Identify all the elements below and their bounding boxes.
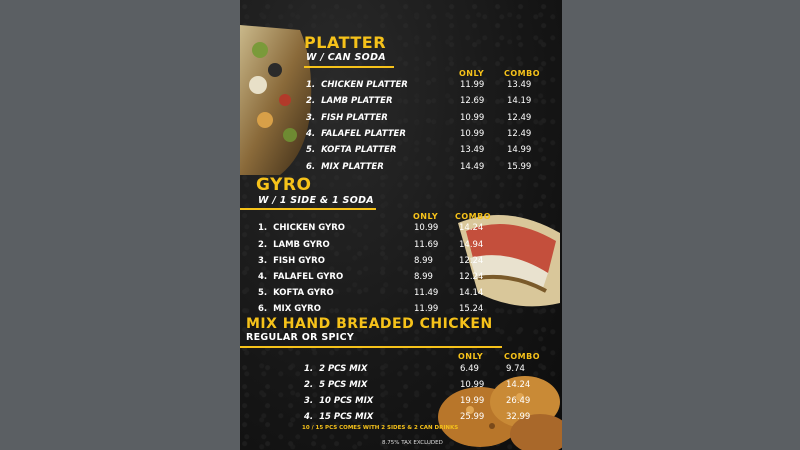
price-only: 19.99 [460, 396, 485, 406]
price-combo: 32.99 [506, 412, 531, 422]
list-item: 6. MIX GYRO [258, 304, 321, 314]
list-item: 3. 10 PCS MIX [304, 396, 374, 406]
chicken-underline [240, 346, 502, 348]
tax-note: 8.75% TAX EXCLUDED [382, 440, 443, 446]
list-item: 2. LAMB PLATTER [306, 96, 393, 106]
platter-header-only: ONLY [459, 69, 485, 78]
chicken-subtitle: REGULAR OR SPICY [246, 332, 355, 343]
list-item: 1. 2 PCS MIX [304, 364, 368, 374]
price-combo: 15.24 [459, 304, 484, 314]
price-only: 10.99 [460, 113, 485, 123]
price-combo: 26.49 [506, 396, 531, 406]
price-only: 11.99 [414, 304, 439, 314]
gyro-title: GYRO [256, 175, 312, 195]
price-only: 25.99 [460, 412, 485, 422]
price-combo: 12.24 [459, 256, 484, 266]
price-only: 10.99 [460, 129, 485, 139]
chicken-title: MIX HAND BREADED CHICKEN [246, 316, 493, 332]
chicken-note: 10 / 15 PCS COMES WITH 2 SIDES & 2 CAN DRINKS [302, 425, 459, 431]
fried-chicken-image [430, 362, 562, 450]
gyro-header-combo: COMBO [455, 212, 492, 221]
menu-board [240, 0, 562, 450]
list-item: 3. FISH PLATTER [306, 113, 388, 123]
price-only: 12.69 [460, 96, 485, 106]
price-only: 6.49 [460, 364, 479, 374]
price-combo: 13.49 [507, 80, 532, 90]
chicken-header-combo: COMBO [504, 352, 541, 361]
price-only: 11.99 [460, 80, 485, 90]
list-item: 4. 15 PCS MIX [304, 412, 374, 422]
list-item: 3. FISH GYRO [258, 256, 325, 266]
price-combo: 12.24 [459, 272, 484, 282]
price-combo: 14.14 [459, 288, 484, 298]
price-combo: 14.94 [459, 240, 484, 250]
list-item: 4. FALAFEL GYRO [258, 272, 344, 282]
list-item: 5. KOFTA PLATTER [306, 145, 397, 155]
price-combo: 14.99 [507, 145, 532, 155]
list-item: 2. 5 PCS MIX [304, 380, 368, 390]
price-combo: 12.49 [507, 113, 532, 123]
price-only: 11.49 [414, 288, 439, 298]
list-item: 4. FALAFEL PLATTER [306, 129, 406, 139]
price-combo: 9.74 [506, 364, 525, 374]
gyro-subtitle: W / 1 SIDE & 1 SODA [258, 195, 374, 206]
price-only: 14.49 [460, 162, 485, 172]
price-only: 13.49 [460, 145, 485, 155]
gyro-underline [240, 208, 376, 210]
price-only: 10.99 [414, 223, 439, 233]
price-only: 8.99 [414, 272, 433, 282]
price-only: 8.99 [414, 256, 433, 266]
platter-title: PLATTER [304, 33, 387, 52]
list-item: 1. CHICKEN PLATTER [306, 80, 408, 90]
list-item: 6. MIX PLATTER [306, 162, 384, 172]
price-combo: 14.24 [506, 380, 531, 390]
price-combo: 15.99 [507, 162, 532, 172]
platter-underline [304, 66, 394, 68]
price-combo: 12.49 [507, 129, 532, 139]
gyro-header-only: ONLY [413, 212, 439, 221]
list-item: 5. KOFTA GYRO [258, 288, 334, 298]
platter-header-combo: COMBO [504, 69, 541, 78]
price-only: 10.99 [460, 380, 485, 390]
price-combo: 14.24 [459, 223, 484, 233]
platter-subtitle: W / CAN SODA [306, 52, 386, 63]
price-combo: 14.19 [507, 96, 532, 106]
list-item: 1. CHICKEN GYRO [258, 223, 346, 233]
chicken-header-only: ONLY [458, 352, 484, 361]
price-only: 11.69 [414, 240, 439, 250]
list-item: 2. LAMB GYRO [258, 240, 330, 250]
platter-food-image [240, 25, 312, 175]
